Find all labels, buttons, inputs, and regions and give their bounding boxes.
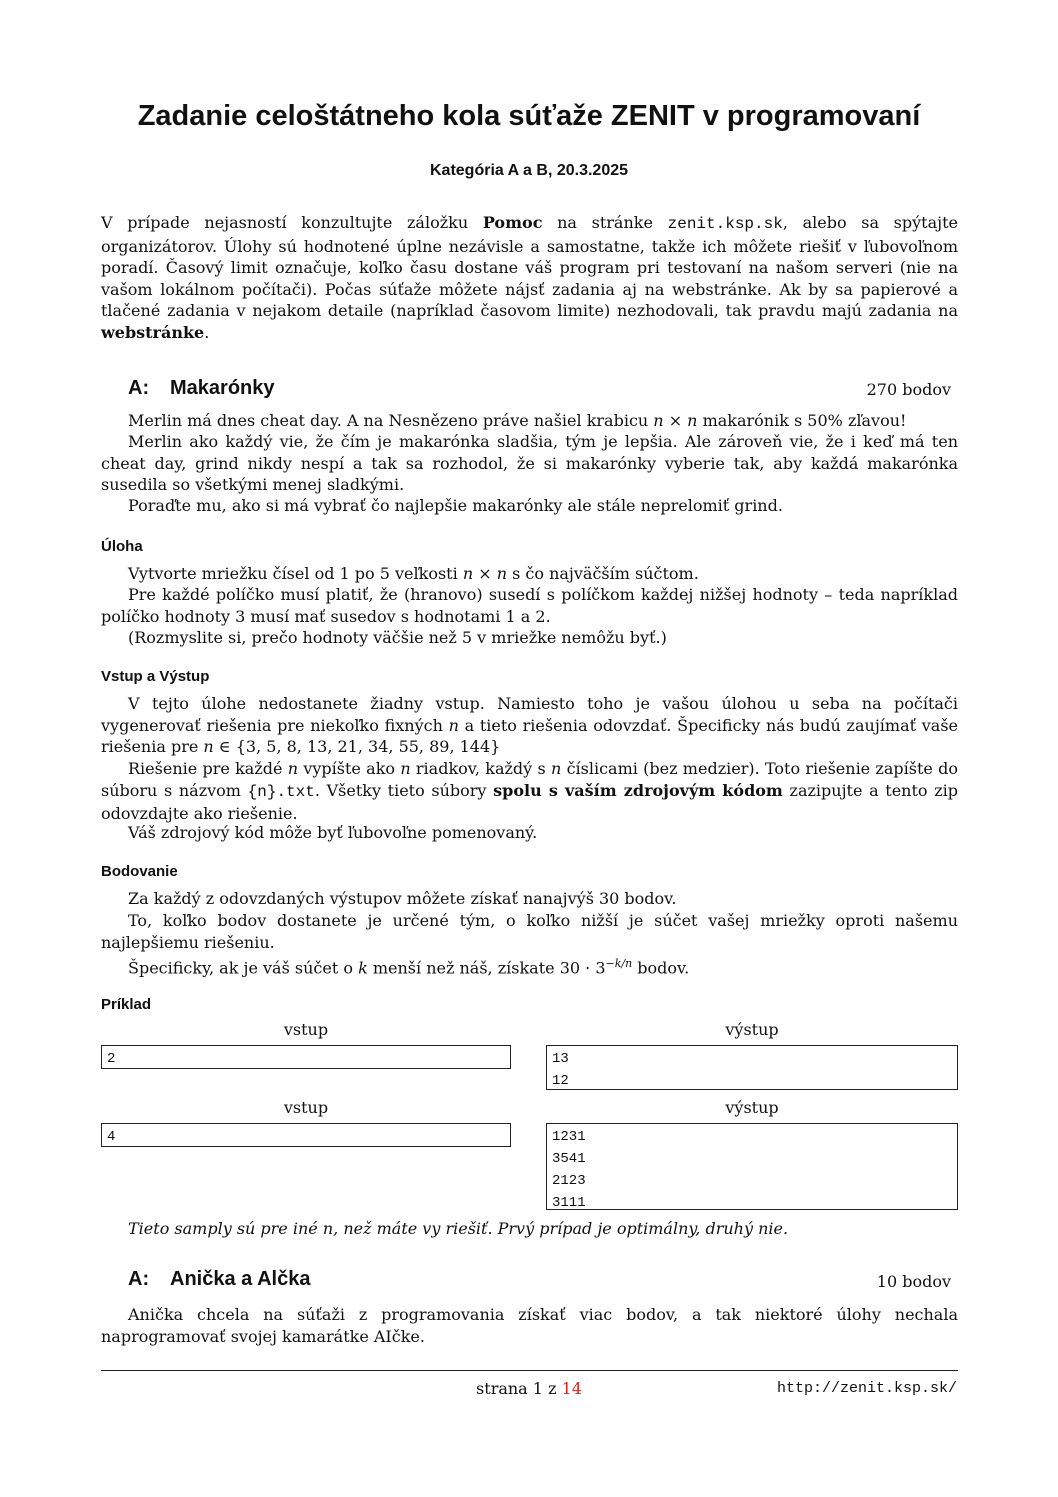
- example-heading: Príklad: [101, 996, 152, 1013]
- example-2-input-label: vstup: [283, 1098, 329, 1117]
- uloha-paragraph-2: Pre každé políčko musí platiť, že (hranovo) susedí s políčkom každej nižšej hodnoty – teda napríklad políčko hodnoty 3 musí mať susedov s hodnotami 1 a 2.: [101, 585, 958, 626]
- page-subtitle: Kategória A a B, 20.3.2025: [429, 162, 629, 179]
- example-1-output-line: 12: [552, 1073, 569, 1089]
- task1-story-2: Merlin ako každý vie, že čím je makarónka sladšia, tým je lepšia. Ale zároveň vie, že i keď má ten cheat day, grind nikdy nespí a tak sa rozhodol, že si makarónky vyberie tak, aby každá makarónka susedila so všetkými menej sladkými.: [101, 432, 958, 494]
- task2-heading: A: Anička a Alčka: [128, 1268, 311, 1290]
- example-1-input-box: [101, 1045, 511, 1069]
- score-paragraph-1: Za každý z odovzdaných výstupov môžete získať nanajvýš 30 bodov.: [128, 889, 677, 908]
- example-1-input-line: 2: [107, 1051, 116, 1067]
- task1-story-1: Merlin má dnes cheat day. A na Nesnězeno práve našiel krabicu n × n makarónik s 50% zľavou!: [128, 411, 907, 430]
- uloha-paragraph-1: Vytvorte mriežku čísel od 1 po 5 veľkosti n × n s čo najväčším súčtom.: [128, 564, 699, 583]
- footer-divider: [101, 1370, 958, 1371]
- task1-heading: A: Makarónky: [128, 377, 275, 399]
- page-title: Zadanie celoštátneho kola súťaže ZENIT v programovaní: [137, 100, 921, 132]
- example-1-input-label: vstup: [283, 1020, 329, 1039]
- io-heading: Vstup a Výstup: [101, 668, 210, 685]
- example-note: Tieto samply sú pre iné n, než máte vy riešiť. Prvý prípad je optimálny, druhý nie.: [128, 1219, 789, 1238]
- example-2-output-line: 1231: [552, 1129, 586, 1145]
- example-2-output-line: 2123: [552, 1173, 586, 1189]
- page-total-link[interactable]: 14: [561, 1379, 582, 1398]
- task2-points: 10 bodov: [876, 1272, 951, 1291]
- example-2-input-line: 4: [107, 1129, 116, 1145]
- example-2-output-line: 3541: [552, 1151, 586, 1167]
- uloha-heading: Úloha: [101, 538, 143, 555]
- example-2-output-line: 3111: [552, 1195, 586, 1211]
- intro-paragraph: V prípade nejasností konzultujte záložku Pomoc na stránke zenit.ksp.sk, alebo sa spýtajte organizátorov. Úlohy sú hodnotené úplne nezávisle a samostatne, takže ich môžete riešiť v ľubovoľnom poradí. Časový limit označuje, koľko času dostane váš program pri testovaní na našom serveri (nie na vašom lokálnom počítači). Počas súťaže môžete nájsť zadania aj na webstránke. Ak by sa papierové a tlačené zadania v nejakom detaile (napríklad časovom limite) nezhodovali, tak pravdu majú zadania na webstránke.: [101, 213, 958, 342]
- example-1-output-label: výstup: [725, 1020, 779, 1039]
- io-paragraph-3: Váš zdrojový kód môže byť ľubovoľne pomenovaný.: [128, 823, 538, 842]
- score-paragraph-2: To, koľko bodov dostanete je určené tým, o koľko nižší je súčet vašej mriežky oproti našemu najlepšiemu riešeniu.: [101, 911, 958, 952]
- score-heading: Bodovanie: [101, 863, 178, 880]
- example-1-output-box: [546, 1045, 958, 1090]
- score-paragraph-3: Špecificky, ak je váš súčet o k menší než náš, získate $30 \cdot 3^{-k/n}$ bodov.: [128, 957, 690, 978]
- pomoc-label: Pomoc: [482, 213, 543, 232]
- web-label: webstránke: [101, 322, 205, 342]
- example-2-input-box: [101, 1123, 511, 1147]
- task1-points: 270 bodov: [866, 380, 951, 399]
- file-name: {n}.txt: [247, 782, 315, 801]
- io-paragraph-2: Riešenie pre každé n vypíšte ako n riadkov, každý s n číslicami (bez medzier). Toto riešenie zapíšte do súboru s názvom {n}.txt. Všetky tieto súbory spolu s vaším zdrojovým kódom zazipujte a tento zip odovzdajte ako riešenie.: [101, 759, 959, 823]
- example-1-output-line: 13: [552, 1051, 569, 1067]
- example-2-output-box: [546, 1123, 958, 1210]
- footer-url-link[interactable]: http://zenit.ksp.sk/: [776, 1380, 957, 1397]
- task1-story-3: Poraďte mu, ako si má vybrať čo najlepšie makarónky ale stále neprelomiť grind.: [128, 496, 783, 515]
- uloha-paragraph-3: (Rozmyslite si, prečo hodnoty väčšie než 5 v mriežke nemôžu byť.): [128, 628, 667, 647]
- io-paragraph-1: V tejto úlohe nedostanete žiadny vstup. Namiesto toho je vašou úlohou u seba na počítači vygenerovať riešenia pre niekoľko fixných n a tieto riešenia odovzdať. Špecificky nás budú zaujímať vaše riešenia pre n ∈ {3, 5, 8, 13, 21, 34, 55, 89, 144}: [101, 694, 958, 756]
- example-2-output-label: výstup: [725, 1098, 779, 1117]
- site-link[interactable]: zenit.ksp.sk: [667, 215, 783, 233]
- footer-page-number: strana 1 z 14: [476, 1379, 582, 1398]
- task2-paragraph: Anička chcela na súťaži z programovania získať viac bodov, a tak niektoré úlohy nechala naprogramovať svojej kamarátke AIčke.: [101, 1305, 958, 1346]
